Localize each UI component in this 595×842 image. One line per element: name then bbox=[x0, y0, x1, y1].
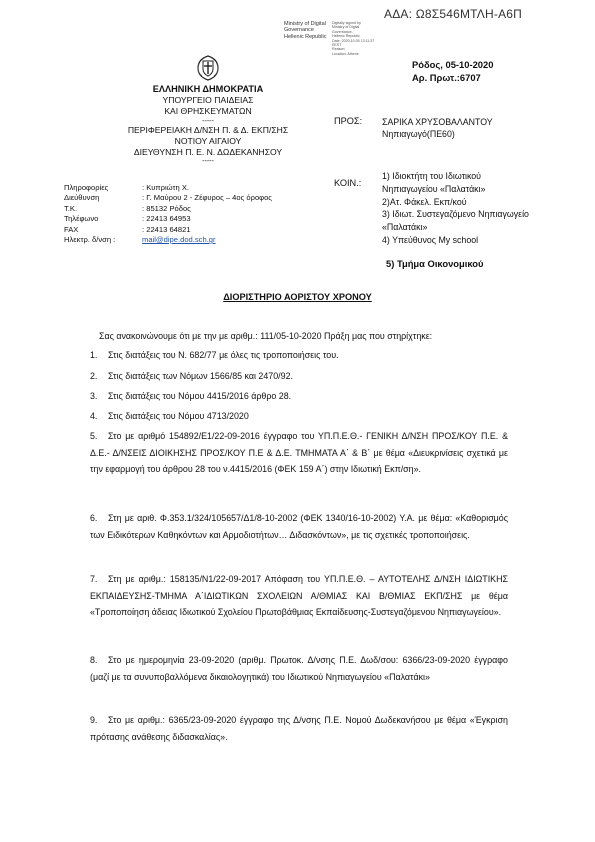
cc-item: «Παλατάκι» bbox=[382, 222, 428, 233]
list-item bbox=[90, 347, 508, 364]
item-text: Στη με αριθμ.: 158135/Ν1/22-09-2017 Απόφαση του ΥΠ.Π.Ε.Θ. – ΑΥΤΟΤΕΛΗΣ Δ/ΝΣΗ ΙΔΙΩΤΙΚΗΣ ΕΚΠΑΙΔΕΥΣΗΣ-ΤΜΗΜΑ Α΄ΙΔΙΩΤΙΚΩΝ ΣΧΟΛΕΙΩΝ Α/ΘΜΙΑΣ ΚΑΙ Β/ΘΜΙΑΣ ΕΚΠ/ΣΗΣ με θέμα «Τροποποίηση άδειας Ιδιωτικού Σχολείου Πρωτοβάθμιας Εκπαίδευσης-Συστεγαζόμενου Νηπιαγωγείου». bbox=[90, 574, 508, 617]
list-item bbox=[90, 388, 508, 405]
item-text: Στο με ημερομηνία 23-09-2020 (αριθμ. Πρωτοκ. Δ/νσης Π.Ε. Δωδ/σου: 6366/23-09-2020 έγγραφο (μαζί με τα συνυποβαλλόμενα δικαιολογητικά) του Ιδιωτικού Νηπιαγωγείου «Παλατάκι» bbox=[90, 655, 508, 682]
info-row bbox=[64, 204, 272, 214]
signature-detail-line: Digitally signed by bbox=[332, 21, 361, 25]
contact-info bbox=[64, 183, 272, 245]
ministry-line-1: ΥΠΟΥΡΓΕΙΟ ΠΑΙΔΕΙΑΣ bbox=[162, 95, 254, 106]
info-value: : 22413 64953 bbox=[142, 214, 191, 224]
info-key: Τηλέφωνο bbox=[64, 214, 99, 224]
info-value: : Κυπριώτη Χ. bbox=[142, 183, 190, 192]
protocol-number: Αρ. Πρωτ.:6707 bbox=[412, 72, 481, 83]
info-value: : 85132 Ρόδος bbox=[142, 203, 191, 213]
cc-item-finance: 5) Τμήμα Οικονομικού bbox=[386, 258, 484, 269]
email-row bbox=[64, 235, 272, 245]
info-value: : 22413 64821 bbox=[142, 224, 191, 234]
separator: ----- bbox=[202, 117, 214, 125]
email-link[interactable]: mail@dipe.dod.sch.gr bbox=[142, 235, 216, 245]
info-key: Διεύθυνση bbox=[64, 193, 100, 203]
item-text: Στο με αριθμ.: 6365/23-09-2020 έγγραφο της Δ/νσης Π.Ε. Νομού Δωδεκανήσου με θέμα «Έγκριση πρότασης ανάθεσης διδασκαλίας». bbox=[90, 715, 508, 742]
item-number: 3. bbox=[90, 391, 98, 401]
info-row bbox=[64, 225, 272, 235]
item-number: 2. bbox=[90, 371, 98, 381]
item-text: Στις διατάξεις των Νόμων 1566/85 και 2470/92. bbox=[108, 371, 293, 381]
ministry-line-2: ΚΑΙ ΘΡΗΣΚΕΥΜΑΤΩΝ bbox=[164, 106, 252, 117]
list-item bbox=[90, 571, 508, 621]
info-value: : Γ. Μαύρου 2 - Ζέφυρος – 4ος όροφος bbox=[142, 193, 272, 203]
list-item bbox=[90, 712, 508, 745]
region-line-1: ΠΕΡΙΦΕΡΕΙΑΚΗ Δ/ΝΣΗ Π. & Δ. ΕΚΠ/ΣΗΣ bbox=[127, 124, 289, 135]
info-key: Πληροφορίες bbox=[64, 183, 109, 192]
item-text: Στο με αριθμό 154892/Ε1/22-09-2016 έγγραφο του ΥΠ.Π.Ε.Θ.- ΓΕΝΙΚΗ Δ/ΝΣΗ ΠΡΟΣ/ΚΟΥ Π.Ε. & Δ.Ε.- Δ/ΝΣΕΙΣ ΔΙΟΙΚΗΣΗΣ ΠΡΟΣ/ΚΟΥ Π.Ε & Δ.Ε. ΤΜΗΜΑΤΑ Α΄ & Β΄ με θέμα «Διευκρινίσεις σχετικά με την εφαρμογή του άρθρου 28 του ν.4415/2016 (ΦΕΚ 159 Α΄) στην Ιδιωτική Εκπ/ση». bbox=[90, 431, 508, 474]
cc-list bbox=[382, 170, 562, 247]
recipient-name: ΣΑΡΙΚΑ ΧΡΥΣΟΒΑΛΑΝΤΟΥ bbox=[382, 117, 493, 127]
signature-line: Hellenic Republic bbox=[284, 33, 327, 40]
info-key: Τ.Κ. bbox=[64, 203, 78, 213]
list-item bbox=[90, 428, 508, 478]
ada-code: ΑΔΑ: Ω8Σ546ΜΤΛΗ-Α6Π bbox=[384, 7, 523, 21]
signature-line: Ministry of Digital bbox=[284, 21, 326, 27]
digital-signature bbox=[284, 21, 375, 56]
cc-item: 1) Ιδιοκτήτη του Ιδιωτικού bbox=[382, 171, 481, 181]
region-line-2: ΝΟΤΙΟΥ ΑΙΓΑΙΟΥ bbox=[174, 135, 242, 146]
recipient-role: Νηπιαγωγό(ΠΕ60) bbox=[382, 129, 455, 139]
letterhead bbox=[110, 84, 306, 165]
signature-detail-line: Ministry of Digital bbox=[332, 25, 360, 30]
signature-detail-line: Reason: bbox=[332, 47, 346, 52]
list-item bbox=[90, 408, 508, 425]
recipient-label: ΠΡΟΣ: bbox=[334, 116, 363, 126]
info-row bbox=[64, 214, 272, 224]
separator: ----- bbox=[202, 158, 214, 166]
item-number: 9. bbox=[90, 715, 98, 725]
document-title: ΔΙΟΡΙΣΤΗΡΙΟ ΑΟΡΙΣΤΟΥ ΧΡΟΝΟΥ bbox=[223, 292, 372, 302]
item-text: Στις διατάξεις του Ν. 682/77 με όλες τις τροποποιήσεις του. bbox=[108, 350, 339, 360]
coat-of-arms-icon bbox=[194, 54, 222, 82]
item-number: 6. bbox=[90, 513, 98, 523]
signature-detail-line: EEST bbox=[332, 43, 342, 48]
item-number: 5. bbox=[90, 431, 98, 441]
item-number: 7. bbox=[90, 574, 98, 584]
item-text: Στις διατάξεις του Νόμου 4713/2020 bbox=[108, 411, 249, 421]
signature-detail-line: Governance, bbox=[332, 29, 353, 34]
item-number: 8. bbox=[90, 655, 98, 665]
info-row bbox=[64, 193, 272, 203]
list-item bbox=[90, 510, 508, 543]
list-item bbox=[90, 652, 508, 685]
cc-item: 3) Ιδιωτ. Συστεγαζόμενο Νηπιαγωγείο bbox=[382, 209, 529, 220]
item-text: Στη με αριθ. Φ.353.1/324/105657/Δ1/8-10-2002 (ΦΕΚ 1340/16-10-2002) Υ.Α. με θέμα: «Καθορισμός των Ειδικότερων Καθηκόντων και Αρμοδιοτήτων… Διδασκόντων», με τις σχετικές τροποποιήσεις. bbox=[90, 513, 508, 540]
signature-detail bbox=[332, 21, 392, 56]
item-number: 1. bbox=[90, 350, 98, 360]
cc-item: Νηπιαγωγείου «Παλατάκι» bbox=[382, 183, 486, 194]
email-key: Ηλεκτρ. δ/νση : bbox=[64, 235, 116, 245]
document-date: Ρόδος, 05-10-2020 bbox=[412, 59, 494, 70]
country-name: ΕΛΛΗΝΙΚΗ ΔΗΜΟΚΡΑΤΙΑ bbox=[152, 84, 264, 94]
signature-line: Governance bbox=[284, 27, 314, 34]
signature-detail-line: Location: Athens bbox=[332, 51, 359, 56]
cc-item: 2)Ατ. Φάκελ. Εκπ/κού bbox=[382, 196, 467, 207]
signature-detail-line: Hellenic Republic bbox=[332, 34, 360, 39]
cc-label: ΚΟΙΝ.: bbox=[334, 178, 362, 188]
recipient bbox=[382, 116, 493, 140]
cc-item: 4) Υπεύθυνος My school bbox=[382, 234, 479, 245]
date-protocol bbox=[412, 58, 493, 84]
item-text: Στις διατάξεις του Νόμου 4415/2016 άρθρο 28. bbox=[108, 391, 292, 401]
directorate: ΔΙΕΥΘΥΝΣΗ Π. Ε. Ν. ΔΩΔΕΚΑΝΗΣΟΥ bbox=[133, 147, 283, 158]
item-number: 4. bbox=[90, 411, 98, 421]
info-row bbox=[64, 183, 272, 193]
info-key: FAX bbox=[64, 224, 79, 234]
intro-text: Σας ανακοινώνουμε ότι με την με αριθμ.: 111/05-10-2020 Πράξη μας που στηρίχτηκε: bbox=[99, 331, 433, 341]
signature-detail-line: Date: 2020.10.05 13:11:37 bbox=[332, 38, 375, 43]
list-item bbox=[90, 368, 508, 385]
